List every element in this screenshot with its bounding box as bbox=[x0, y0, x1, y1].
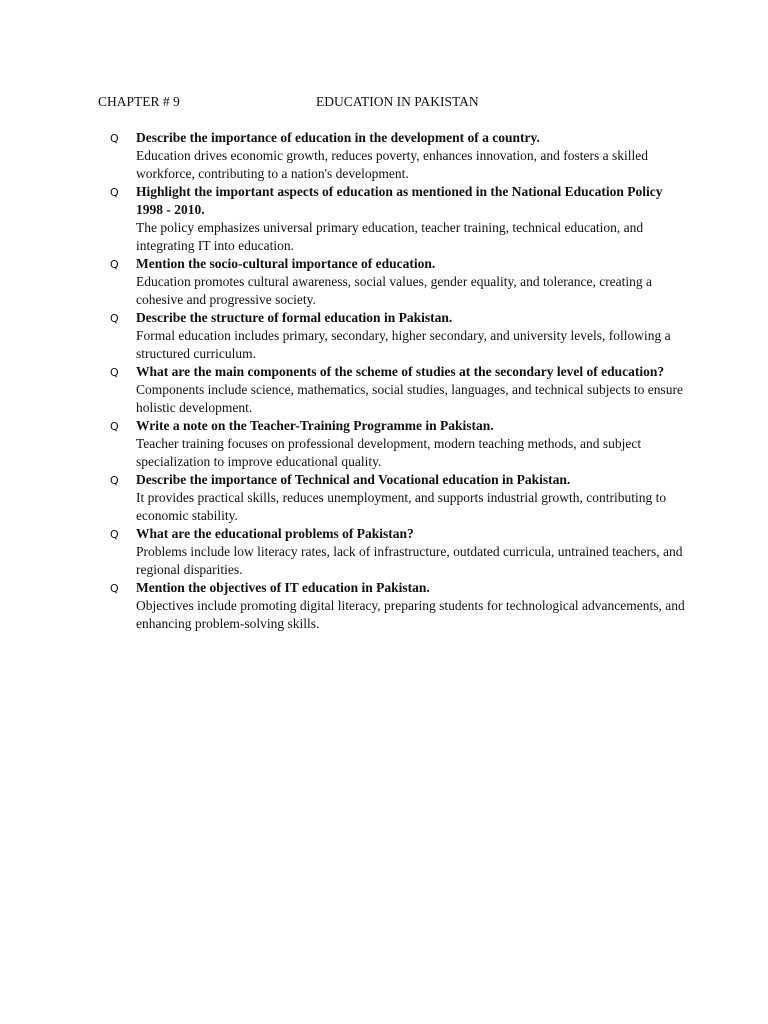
question-text: What are the educational problems of Pakistan? bbox=[136, 526, 414, 541]
answer-text: Formal education includes primary, secondary, higher secondary, and university levels, following a structured curriculum. bbox=[136, 328, 671, 361]
question-text: Describe the structure of formal education in Pakistan. bbox=[136, 310, 453, 325]
question-item bbox=[110, 525, 690, 579]
question-text: Mention the socio-cultural importance of education. bbox=[136, 256, 436, 271]
question-item bbox=[110, 309, 690, 363]
question-text: Mention the objectives of IT education in Pakistan. bbox=[136, 580, 430, 595]
q-bullet-icon: Q bbox=[110, 366, 119, 379]
question-item bbox=[110, 363, 690, 417]
q-bullet-icon: Q bbox=[110, 582, 119, 595]
answer-text: Teacher training focuses on professional development, modern teaching methods, and subject specialization to improve educational quality. bbox=[136, 436, 642, 469]
question-text: What are the main components of the scheme of studies at the secondary level of education? bbox=[136, 364, 665, 379]
question-item bbox=[110, 471, 690, 525]
question-list bbox=[110, 129, 690, 633]
q-bullet-icon: Q bbox=[110, 312, 119, 325]
chapter-number: CHAPTER # 9 bbox=[98, 94, 180, 109]
q-bullet-icon: Q bbox=[110, 420, 119, 433]
question-item bbox=[110, 579, 690, 633]
answer-text: The policy emphasizes universal primary education, teacher training, technical education, and integrating IT into education. bbox=[136, 220, 644, 253]
q-bullet-icon: Q bbox=[110, 528, 119, 541]
answer-text: Components include science, mathematics, social studies, languages, and technical subjects to ensure holistic development. bbox=[136, 382, 683, 415]
answer-text: Education drives economic growth, reduces poverty, enhances innovation, and fosters a skilled workforce, contributing to a nation's development. bbox=[136, 148, 648, 181]
question-text: Write a note on the Teacher-Training Programme in Pakistan. bbox=[136, 418, 494, 433]
question-text: Highlight the important aspects of education as mentioned in the National Education Policy 1998 - 2010. bbox=[136, 184, 663, 217]
q-bullet-icon: Q bbox=[110, 186, 119, 199]
question-item bbox=[110, 183, 690, 255]
question-item bbox=[110, 255, 690, 309]
answer-text: It provides practical skills, reduces unemployment, and supports industrial growth, contributing to economic stability. bbox=[136, 490, 667, 523]
q-bullet-icon: Q bbox=[110, 474, 119, 487]
chapter-title: EDUCATION IN PAKISTAN bbox=[316, 94, 479, 109]
document-header bbox=[98, 93, 698, 111]
q-bullet-icon: Q bbox=[110, 258, 119, 271]
answer-text: Education promotes cultural awareness, social values, gender equality, and tolerance, creating a cohesive and progressive society. bbox=[136, 274, 653, 307]
answer-text: Problems include low literacy rates, lack of infrastructure, outdated curricula, untrained teachers, and regional disparities. bbox=[136, 544, 683, 577]
q-bullet-icon: Q bbox=[110, 132, 119, 145]
question-text: Describe the importance of Technical and Vocational education in Pakistan. bbox=[136, 472, 571, 487]
question-item bbox=[110, 417, 690, 471]
question-text: Describe the importance of education in the development of a country. bbox=[136, 130, 540, 145]
answer-text: Objectives include promoting digital literacy, preparing students for technological advancements, and enhancing problem-solving skills. bbox=[136, 598, 685, 631]
question-item bbox=[110, 129, 690, 183]
